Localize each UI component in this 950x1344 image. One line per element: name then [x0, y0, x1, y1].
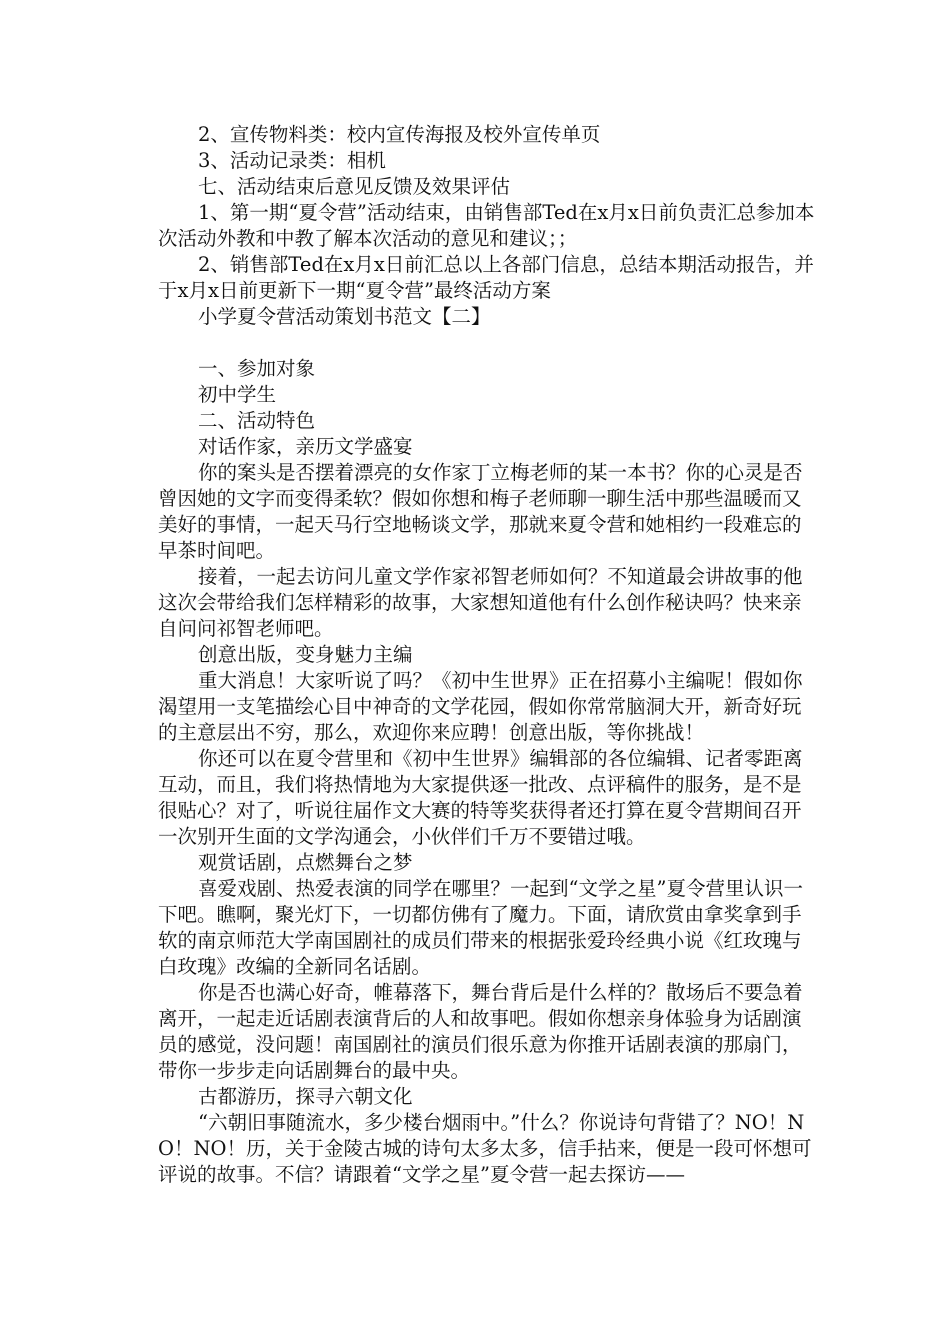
list-item-recording: 3、活动记录类：相机 — [198, 149, 386, 172]
paragraph-feedback-2: 2、销售部Ted在x月x日前汇总以上各部门信息，总结本期活动报告，并于x月x日前更新下一期“夏令营”最终活动方案 — [158, 253, 814, 302]
paragraph-drama-backstage: 你是否也满心好奇，帷幕落下，舞台背后是什么样的？散场后不要急着离开，一起走近话剧表演背后的人和故事吧。假如你想亲身体验身为话剧演员的感觉，没问题！南国剧社的演员们很乐意为你推开话剧表演的那扇门，带你一步步走向话剧舞台的最中央。 — [158, 981, 803, 1082]
paragraph-editor-interaction: 你还可以在夏令营里和《初中生世界》编辑部的各位编辑、记者零距离互动，而且，我们将热情地为大家提供逐一批改、点评稿件的服务，是不是很贴心？对了，听说往届作文大赛的特等奖获得者还打算在夏令营期间召开一次别开生面的文学沟通会，小伙伴们千万不要错过哦。 — [158, 747, 803, 848]
blank-line — [158, 330, 818, 356]
section-heading-participants: 一、参加对象 — [198, 357, 316, 380]
subheading-drama: 观赏话剧，点燃舞台之梦 — [198, 851, 413, 874]
participants-value: 初中学生 — [198, 383, 277, 406]
paragraph-editor-recruit: 重大消息！大家听说了吗？《初中生世界》正在招募小主编呢！假如你渴望用一支笔描绘心目中神奇的文学花园，假如你常常脑洞大开，新奇好玩的主意层出不穷，那么，欢迎你来应聘！创意出版，等你挑战！ — [158, 669, 803, 744]
paragraph-ancient-capital: “六朝旧事随流水，多少楼台烟雨中。”什么？你说诗句背错了？NO！NO！NO！历，关于金陵古城的诗句太多太多，信手拈来，便是一段可怀想可评说的故事。不信？请跟着“文学之星”夏令营一起去探访—— — [158, 1111, 812, 1186]
subheading-writer-dialogue: 对话作家，亲历文学盛宴 — [198, 435, 413, 458]
subheading-creative-publishing: 创意出版，变身魅力主编 — [198, 643, 413, 666]
paragraph-drama-intro: 喜爱戏剧、热爱表演的同学在哪里？一起到“文学之星”夏令营里认识一下吧。瞧啊，聚光灯下，一切都仿佛有了魔力。下面，请欣赏由拿奖拿到手软的南京师范大学南国剧社的成员们带来的根据张爱玲经典小说《红玫瑰与白玫瑰》改编的全新同名话剧。 — [158, 877, 803, 978]
document-title-part-two: 小学夏令营活动策划书范文【二】 — [198, 305, 491, 328]
document-body — [158, 122, 818, 1188]
subheading-ancient-capital: 古都游历，探寻六朝文化 — [198, 1085, 413, 1108]
list-item-promo-materials: 2、宣传物料类：校内宣传海报及校外宣传单页 — [198, 123, 601, 146]
section-heading-features: 二、活动特色 — [198, 409, 316, 432]
paragraph-writer-ding: 你的案头是否摆着漂亮的女作家丁立梅老师的某一本书？你的心灵是否曾因她的文字而变得柔软？假如你想和梅子老师聊一聊生活中那些温暖而又美好的事情，一起天马行空地畅谈文学，那就来夏令营和她相约一段难忘的早茶时间吧。 — [158, 461, 803, 562]
paragraph-writer-qi: 接着，一起去访问儿童文学作家祁智老师如何？不知道最会讲故事的他这次会带给我们怎样精彩的故事，大家想知道他有什么创作秘诀吗？快来亲自问问祁智老师吧。 — [158, 565, 803, 640]
paragraph-feedback-1: 1、第一期“夏令营”活动结束，由销售部Ted在x月x日前负责汇总参加本次活动外教和中教了解本次活动的意见和建议；； — [158, 201, 815, 250]
section-heading-feedback: 七、活动结束后意见反馈及效果评估 — [198, 175, 511, 198]
